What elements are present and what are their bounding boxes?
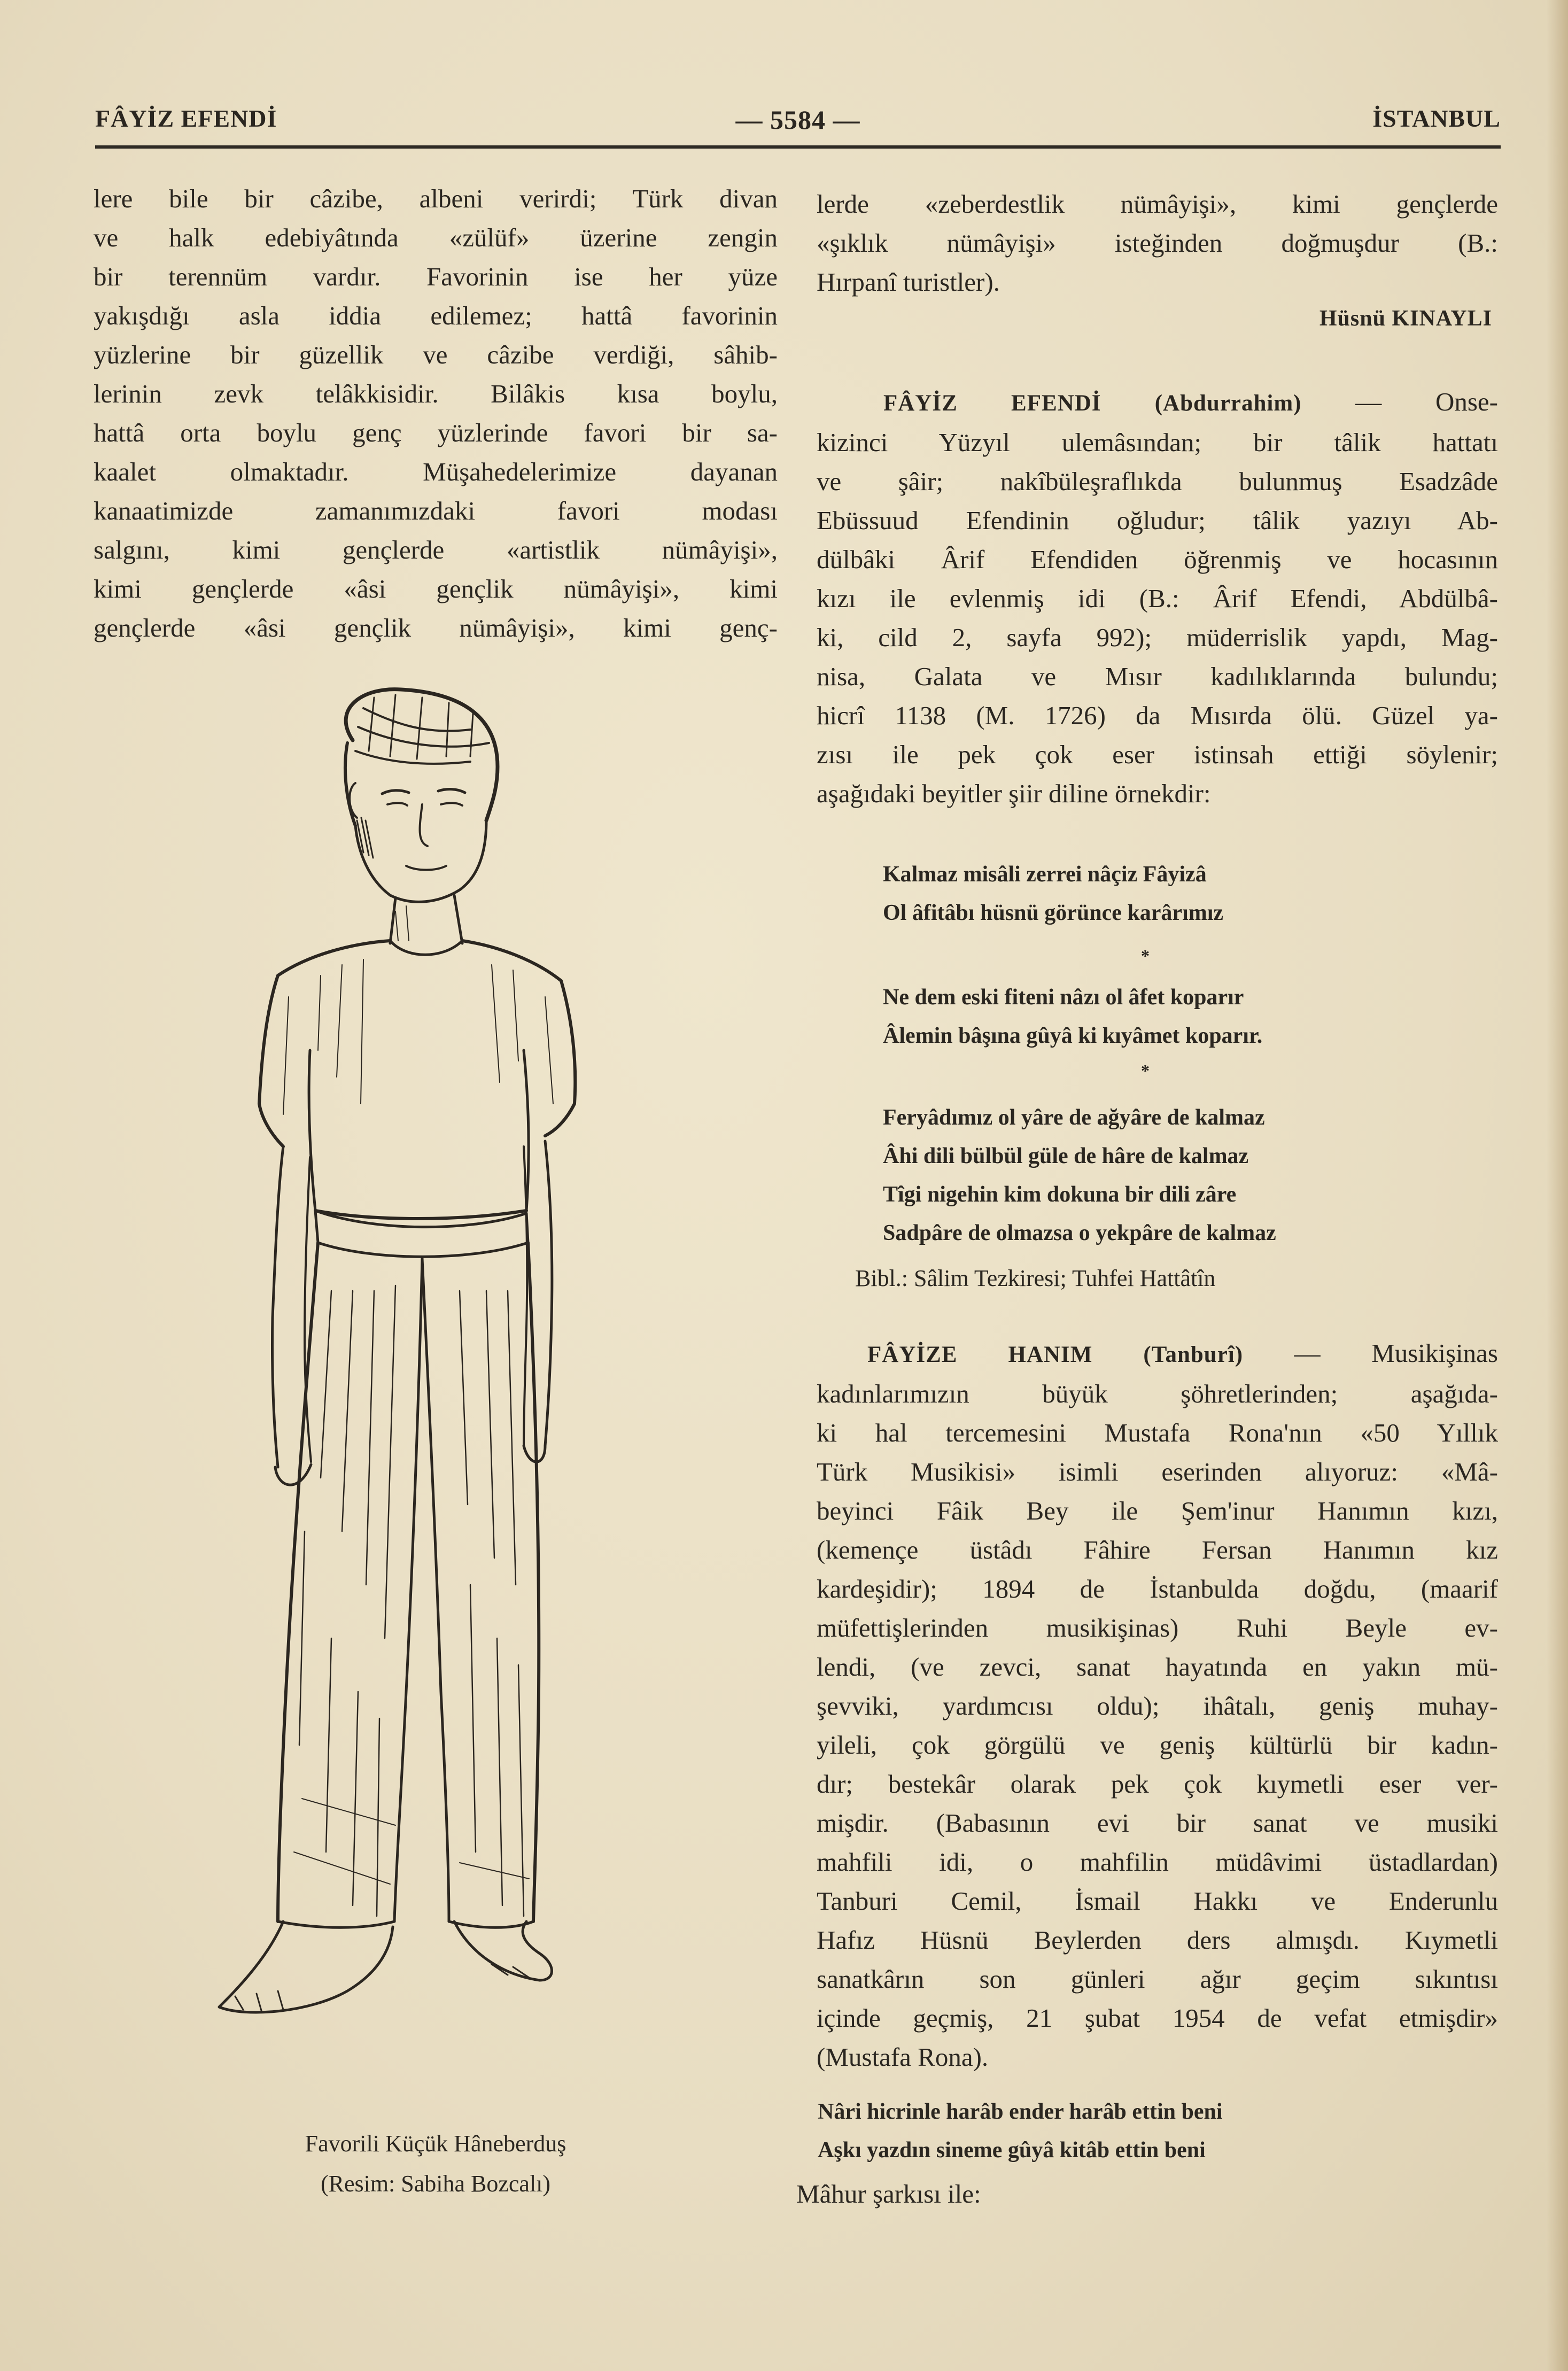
- text-line: dülbâki Ârif Efendiden öğrenmiş ve hocasının: [817, 545, 1498, 574]
- poem-line: Aşkı yazdın sineme gûyâ kitâb ettin beni: [818, 2138, 1206, 2163]
- text-line: kanaatimizde zamanımızdaki favori modası: [94, 496, 778, 525]
- text-line: kızı ile evlenmiş idi (B.: Ârif Efendi, Abdülbâ-: [817, 584, 1498, 613]
- text-line: mahfili idi, o mahfilin müdâvimi üstadlardan): [817, 1847, 1498, 1877]
- text-line: Hafız Hüsnü Beylerden ders almışdı. Kıymetli: [817, 1925, 1498, 1955]
- text-line: Türk Musikisi» isimli eserinden alıyoruz: «Mâ-: [817, 1457, 1498, 1486]
- poem-couplet-1: [883, 855, 1223, 932]
- poem-separator: *: [1141, 1061, 1150, 1080]
- closing-line: Mâhur şarkısı ile:: [796, 2179, 981, 2209]
- entry-heading: FÂYİZE HANIM (Tanburî): [867, 1342, 1244, 1367]
- text-line: ki, cild 2, sayfa 992); müderrislik yapdı, Mag-: [817, 623, 1498, 652]
- text-line: müfettişlerinden musikişinas) Ruhi Beyle ev-: [817, 1613, 1498, 1642]
- text-line: Tanburi Cemil, İsmail Hakkı ve Enderunlu: [817, 1886, 1498, 1916]
- poem-line: Âhi dili bülbül güle de hâre de kalmaz: [883, 1144, 1249, 1168]
- entry-heading-continuation: — Onse-: [1355, 387, 1499, 416]
- text-line: lendi, (ve zevci, sanat hayatında en yakın mü-: [817, 1652, 1498, 1682]
- text-line: «şıklık nümâyişi» isteğinden doğmuşdur (B.:: [817, 228, 1498, 258]
- text-line: kardeşidir); 1894 de İstanbulda doğdu, (maarif: [817, 1574, 1498, 1603]
- text-line: lerinin zevk telâkkisidir. Bilâkis kısa boylu,: [94, 379, 778, 408]
- entry-fayiz-efendi: [817, 382, 1498, 813]
- text-line: Ebüssuud Efendinin oğludur; tâlik yazıyı Ab-: [817, 506, 1498, 535]
- poem-line: Kalmaz misâli zerrei nâçiz Fâyizâ: [883, 862, 1207, 887]
- text-line: yüzlerine bir güzellik ve câzibe verdiği, sâhib-: [94, 340, 778, 369]
- poem-line: Nâri hicrinle harâb ender harâb ettin beni: [818, 2099, 1223, 2124]
- entry-first-line: [817, 1334, 1498, 1374]
- text-line: ve halk edebiyâtında «zülüf» üzerine zengin: [94, 223, 778, 252]
- poem-line: Ol âfitâbı hüsnü görünce karârımız: [883, 901, 1224, 925]
- poem-couplet-4: [818, 2093, 1223, 2169]
- illustration-caption-title: Favorili Küçük Hâneberduş: [305, 2130, 566, 2157]
- entry-fayize-hanim: [817, 1334, 1498, 2076]
- text-line: yileli, çok görgülü ve geniş kültürlü bir kadın-: [817, 1730, 1498, 1760]
- text-line: dır; bestekâr olarak pek çok kıymetli eser ver-: [817, 1769, 1498, 1799]
- header-entry-title: FÂYİZ EFENDİ: [95, 105, 277, 132]
- poem-line: Sadpâre de olmazsa o yekpâre de kalmaz: [883, 1221, 1276, 1245]
- text-line: içinde geçmiş, 21 şubat 1954 de vefat etmişdir»: [817, 2003, 1498, 2033]
- text-line: şevviki, yardımcısı oldu); ihâtalı, geniş muhay-: [817, 1691, 1498, 1721]
- text-line: zısı ile pek çok eser istinsah ettiği söylenir;: [817, 740, 1498, 769]
- entry-heading-continuation: — Musikişinas: [1294, 1338, 1498, 1368]
- text-line: nisa, Galata ve Mısır kadılıklarında bulundu;: [817, 662, 1498, 691]
- text-line: lerde «zeberdestlik nümâyişi», kimi gençlerde: [817, 189, 1498, 219]
- bibliography: Bibl.: Sâlim Tezkiresi; Tuhfei Hattâtîn: [855, 1265, 1216, 1291]
- text-line: Hırpanî turistler).: [817, 267, 1000, 297]
- text-line: bir terennüm vardır. Favorinin ise her yüze: [94, 262, 778, 291]
- text-line: (Mustafa Rona).: [817, 2042, 989, 2072]
- poem-line: Tîgi nigehin kim dokuna bir dili zâre: [883, 1182, 1237, 1207]
- text-line: kaalet olmaktadır. Müşahedelerimize dayanan: [94, 457, 778, 486]
- text-line: aşağıdaki beyitler şiir diline örnekdir:: [817, 779, 1211, 808]
- left-column-text: [94, 179, 778, 647]
- text-line: ve şâir; nakîbüleşraflıkda bulunmuş Esadzâde: [817, 467, 1498, 496]
- text-line: hattâ orta boylu genç yüzlerinde favori bir sa-: [94, 418, 778, 447]
- header-book-title: İSTANBUL: [1372, 105, 1501, 132]
- text-line: (kemençe üstâdı Fâhire Fersan Hanımın kız: [817, 1535, 1498, 1564]
- poem-line: Âlemin bâşına gûyâ ki kıyâmet koparır.: [883, 1024, 1263, 1048]
- header-rule: [95, 145, 1501, 149]
- poem-couplet-2: [883, 978, 1262, 1055]
- entry-heading: FÂYİZ EFENDİ (Abdurrahim): [883, 391, 1302, 416]
- running-header: [95, 104, 1501, 142]
- text-line: lere bile bir câzibe, albeni verirdi; Türk divan: [94, 184, 778, 213]
- text-line: hicrî 1138 (M. 1726) da Mısırda ölü. Güzel ya-: [817, 701, 1498, 730]
- text-line: sanatkârın son günleri ağır geçim sıkıntısı: [817, 1964, 1498, 1994]
- text-line: ki hal tercemesini Mustafa Rona'nın «50 Yıllık: [817, 1418, 1498, 1447]
- page-edge-shadow: [1547, 0, 1568, 2371]
- text-line: kimi gençlerde «âsi gençlik nümâyişi», kimi: [94, 574, 778, 603]
- sketch-illustration: [171, 676, 641, 2119]
- text-line: beyinci Fâik Bey ile Şem'inur Hanımın kızı,: [817, 1496, 1498, 1525]
- text-line: kizinci Yüzyıl ulemâsından; bir tâlik hattatı: [817, 428, 1498, 457]
- text-line: yakışdığı asla iddia edilemez; hattâ favorinin: [94, 301, 778, 330]
- text-line: mişdir. (Babasının evi bir sanat ve musiki: [817, 1808, 1498, 1838]
- entry-first-line: [817, 382, 1498, 423]
- poem-line: Ne dem eski fiteni nâzı ol âfet koparır: [883, 985, 1244, 1010]
- author-signature: Hüsnü KINAYLI: [1319, 306, 1492, 331]
- poem-line: Feryâdımız ol yâre de ağyâre de kalmaz: [883, 1105, 1265, 1130]
- poem-separator: *: [1141, 946, 1150, 965]
- right-column-intro: [817, 184, 1498, 301]
- illustration-caption-credit: (Resim: Sabiha Bozcalı): [320, 2171, 551, 2197]
- text-line: gençlerde «âsi gençlik nümâyişi», kimi genç-: [94, 613, 778, 642]
- page-number: — 5584 —: [735, 105, 860, 135]
- poem-quatrain: [883, 1098, 1276, 1252]
- text-line: kadınlarımızın büyük şöhretlerinden; aşağıda-: [817, 1379, 1498, 1408]
- text-line: salgını, kimi gençlerde «artistlik nümâyişi»,: [94, 535, 778, 564]
